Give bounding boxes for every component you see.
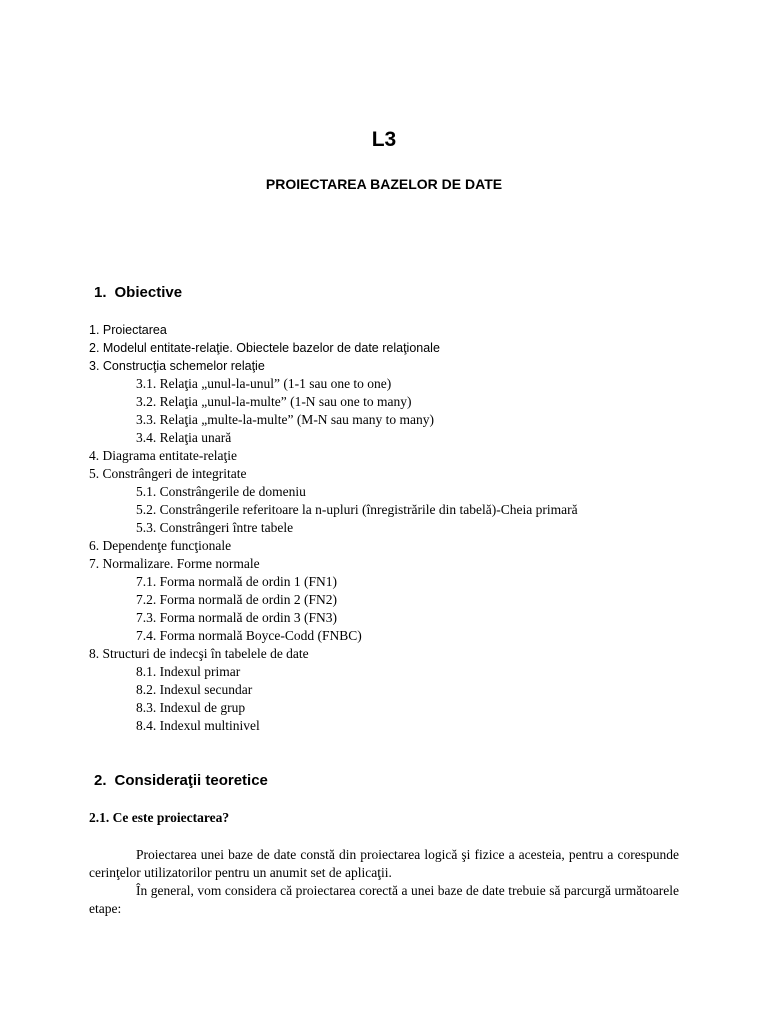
section-1-title: Obiective (114, 284, 183, 301)
objective-item: 7.2. Forma normală de ordin 2 (FN2) (136, 592, 337, 607)
objective-item: 3. Construcţia schemelor relaţie (89, 359, 265, 373)
section-2-number: 2. (94, 772, 107, 789)
objectives-list (89, 321, 689, 735)
objective-item: 6. Dependenţe funcţionale (89, 538, 232, 553)
objective-item: 1. Proiectarea (89, 323, 167, 337)
section-2-body (89, 846, 679, 918)
objective-item: 7. Normalizare. Forme normale (89, 556, 260, 571)
objective-item: 8.4. Indexul multinivel (136, 718, 260, 733)
document-title: L3 (371, 128, 397, 151)
objective-item: 8.3. Indexul de grup (136, 700, 246, 715)
objective-item: 7.4. Forma normală Boyce-Codd (FNBC) (136, 628, 362, 643)
section-2-heading (94, 772, 268, 789)
objective-item: 3.4. Relaţia unară (136, 430, 232, 445)
objective-item: 2. Modelul entitate-relaţie. Obiectele bazelor de date relaţionale (89, 341, 440, 355)
document-subtitle: PROIECTAREA BAZELOR DE DATE (265, 176, 503, 192)
objective-item: 5.1. Constrângerile de domeniu (136, 484, 306, 499)
objective-item: 3.3. Relaţia „multe-la-multe” (M-N sau many to many) (136, 412, 435, 427)
objective-item: 3.2. Relaţia „unul-la-multe” (1-N sau one to many) (136, 394, 412, 409)
objective-item: 8.1. Indexul primar (136, 664, 241, 679)
objective-item: 8. Structuri de indecşi în tabelele de date (89, 646, 309, 661)
section-1-number: 1. (94, 284, 107, 301)
objective-item: 5.2. Constrângerile referitoare la n-upluri (înregistrările din tabelă)-Cheia primară (136, 502, 578, 517)
section-1-heading (94, 284, 182, 301)
body-paragraph: În general, vom considera că proiectarea corectă a unei baze de date trebuie să parcurgă următoarele etape: (89, 883, 679, 916)
section-2-title: Consideraţii teoretice (114, 772, 268, 789)
objective-item: 8.2. Indexul secundar (136, 682, 253, 697)
objective-item: 5. Constrângeri de integritate (89, 466, 247, 481)
objective-item: 5.3. Constrângeri între tabele (136, 520, 294, 535)
body-paragraph: Proiectarea unei baze de date constă din proiectarea logică şi fizice a acesteia, pentru a corespunde cerinţelor utilizatorilor pentru un anumit set de aplicaţii. (89, 847, 679, 880)
objective-item: 4. Diagrama entitate-relaţie (89, 448, 238, 463)
objective-item: 3.1. Relaţia „unul-la-unul” (1-1 sau one to one) (136, 376, 392, 391)
objective-item: 7.1. Forma normală de ordin 1 (FN1) (136, 574, 337, 589)
objective-item: 7.3. Forma normală de ordin 3 (FN3) (136, 610, 337, 625)
subsection-2-1-heading: 2.1. Ce este proiectarea? (89, 810, 230, 825)
